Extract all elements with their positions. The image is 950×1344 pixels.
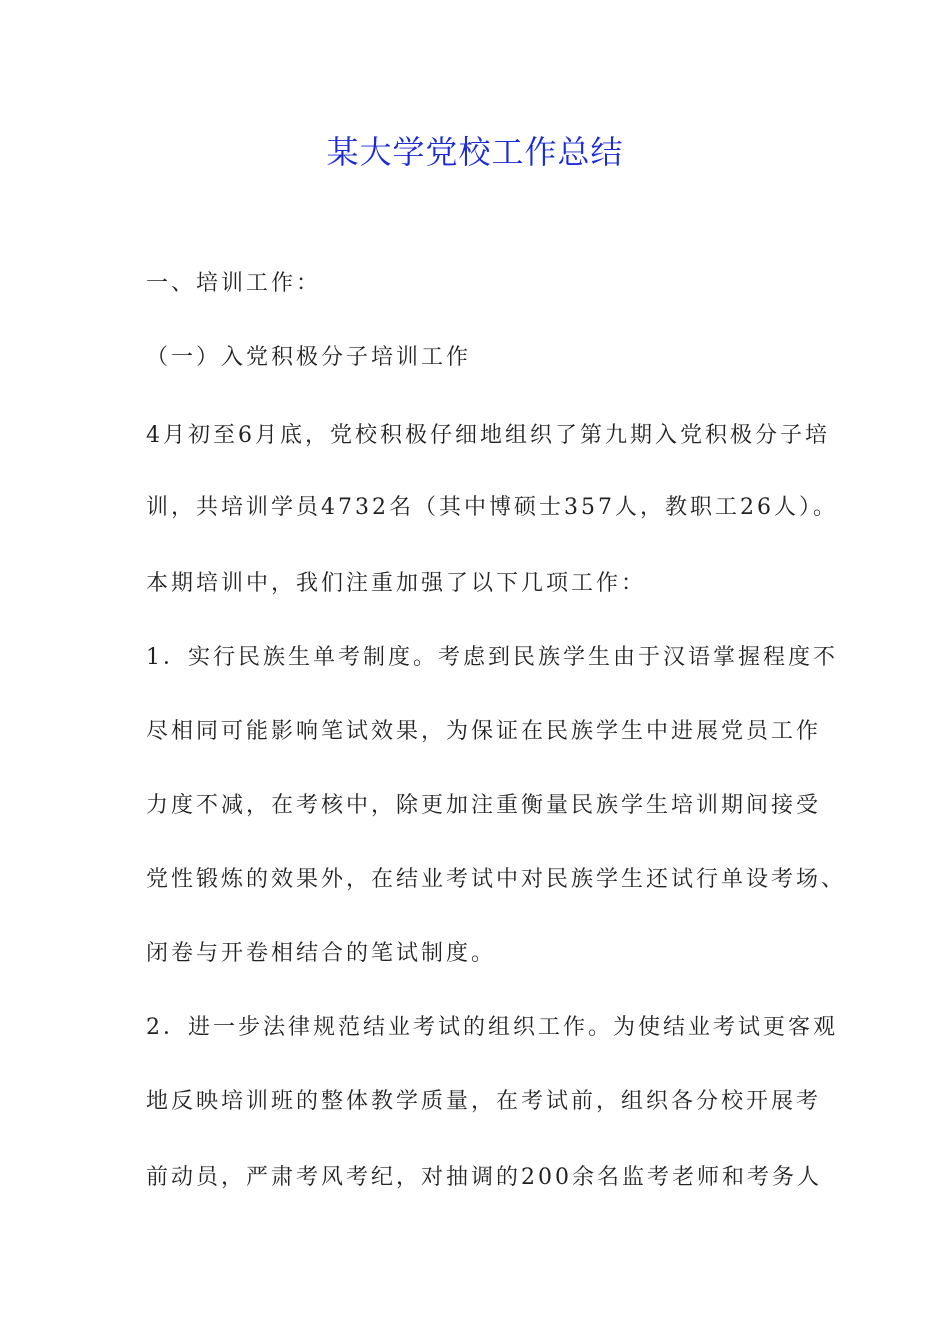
paragraph-line: 尽相同可能影响笔试效果，为保证在民族学生中进展党员工作	[146, 719, 822, 744]
paragraph-line: 2．进一步法律规范结业考试的组织工作。为使结业考试更客观	[146, 1015, 838, 1040]
section-heading: 一、培训工作：	[146, 271, 322, 296]
paragraph-line: 党性锻炼的效果外，在结业考试中对民族学生还试行单设考场、	[146, 867, 847, 892]
document-title: 某大学党校工作总结	[326, 133, 624, 171]
subsection-heading: （一）入党积极分子培训工作	[146, 345, 472, 370]
paragraph-line: 地反映培训班的整体教学质量，在考试前，组织各分校开展考	[146, 1089, 822, 1114]
paragraph-line: 闭卷与开卷相结合的笔试制度。	[146, 941, 497, 966]
paragraph-line: 4月初至6月底，党校积极仔细地组织了第九期入党积极分子培	[146, 423, 830, 448]
paragraph-line: 本期培训中，我们注重加强了以下几项工作：	[146, 571, 647, 596]
paragraph-line: 1．实行民族生单考制度。考虑到民族学生由于汉语掌握程度不	[146, 645, 838, 670]
paragraph-line: 训，共培训学员4732名（其中博硕士357人，教职工26人）。	[146, 495, 838, 520]
paragraph-line: 前动员，严肃考风考纪，对抽调的200余名监考老师和考务人	[146, 1165, 822, 1190]
paragraph-line: 力度不减，在考核中，除更加注重衡量民族学生培训期间接受	[146, 793, 822, 818]
